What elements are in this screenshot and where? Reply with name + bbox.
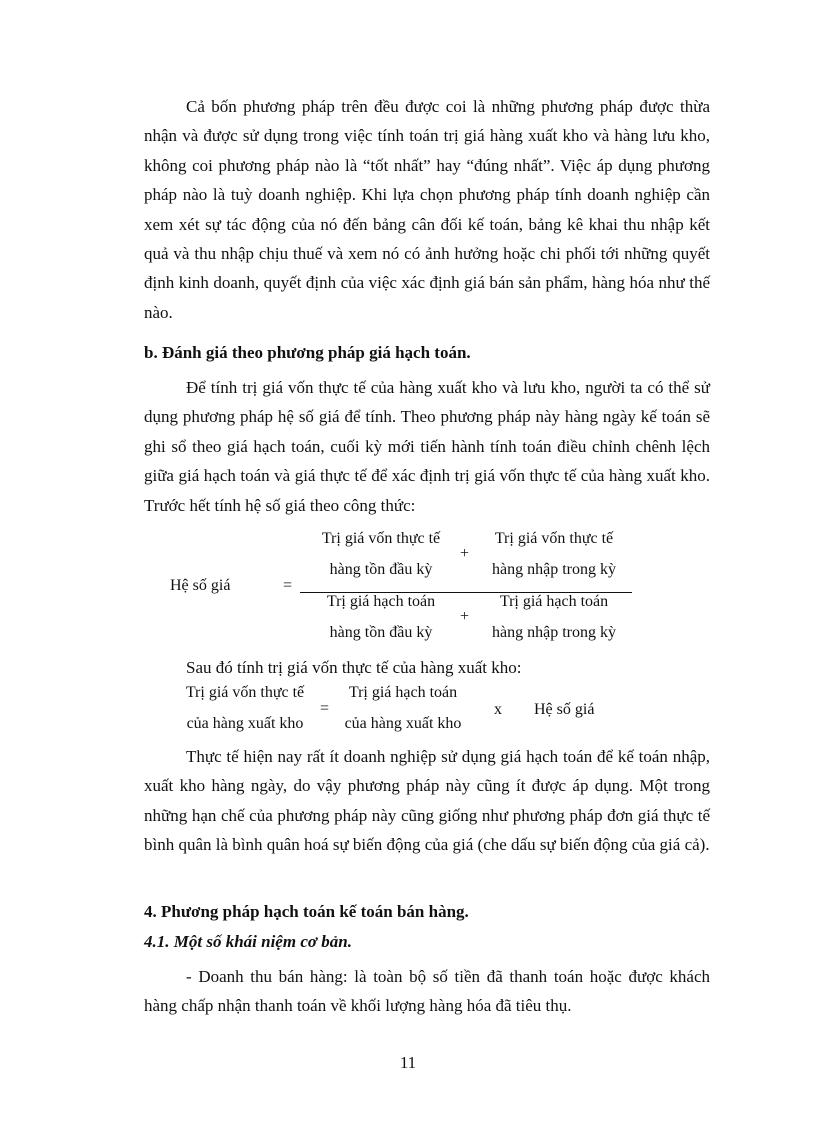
formula1-lhs: Hệ số giá: [170, 577, 231, 594]
formula1-den-plus: +: [460, 608, 470, 625]
section-heading-4: 4. Phương pháp hạch toán kế toán bán hàng.: [144, 902, 469, 921]
paragraph-then-compute: Sau đó tính trị giá vốn thực tế của hàng xuất kho:: [186, 658, 522, 677]
formula1-equals: =: [283, 577, 293, 594]
paragraph-accounting-price-method: Để tính trị giá vốn thực tế của hàng xuất kho và lưu kho, người ta có thể sử dụng phương pháp hệ số giá để tính. Theo phương pháp này hàng ngày kế toán sẽ ghi sổ theo giá hạch toán, cuối kỳ mới tiến hành tính toán điều chỉnh chênh lệch giữa giá hạch toán và giá thực tế để xác định trị giá vốn thực tế của hàng xuất kho. Trước hết tính hệ số giá theo công thức:: [144, 378, 710, 515]
section-heading-4-1: 4.1. Một số khái niệm cơ bản.: [144, 932, 352, 951]
formula1-den-term2-line1: Trị giá hạch toán: [499, 593, 609, 610]
formula1-num-plus: +: [460, 545, 470, 562]
formula2-lhs-line2: của hàng xuất kho: [186, 715, 304, 732]
formula2-lhs-line1: Trị giá vốn thực tế: [185, 684, 305, 701]
section-heading-b: b. Đánh giá theo phương pháp giá hạch toán.: [144, 343, 471, 362]
formula1-den-term2-line2: hàng nhập trong kỳ: [492, 624, 616, 641]
page-number: 11: [399, 1053, 417, 1072]
formula2-times: x: [494, 701, 502, 718]
formula1-den-term1-line1: Trị giá hạch toán: [326, 593, 436, 610]
formula1-num-term1-line2: hàng tồn đầu kỳ: [329, 561, 433, 578]
formula1-num-term1-line1: Trị giá vốn thực tế: [321, 530, 441, 547]
paragraph-limitations: Thực tế hiện nay rất ít doanh nghiệp sử dụng giá hạch toán để kế toán nhập, xuất kho hàng ngày, do vậy phương pháp này cũng ít được áp dụng. Một trong những hạn chế của phương pháp này cũng giống như phương pháp đơn giá thực tế bình quân là bình quân hoá sự biến động của giá (che dấu sự biến động của giá cả).: [144, 747, 710, 855]
formula2-rhs-line2: của hàng xuất kho: [344, 715, 462, 732]
formula2-rhs-line1: Trị giá hạch toán: [348, 684, 458, 701]
formula2-equals: =: [320, 700, 330, 717]
paragraph-methods-summary: Cả bốn phương pháp trên đều được coi là những phương pháp được thừa nhận và được sử dụng trong việc tính toán trị giá hàng xuất kho và hàng lưu kho, không coi phương pháp nào là “tốt nhất” hay “đúng nhất”. Việc áp dụng phương pháp nào là tuỳ doanh nghiệp. Khi lựa chọn phương pháp tính doanh nghiệp cần xem xét sự tác động của nó đến bảng cân đối kế toán, bảng kê khai thu nhập kết quả và thu nhập chịu thuế và xem nó có ảnh hưởng hoặc chi phối tới những quyết định kinh doanh, quyết định của việc xác định giá bán sản phẩm, hàng hóa như thế nào.: [144, 97, 710, 322]
formula2-coefficient: Hệ số giá: [534, 701, 595, 718]
formula1-den-term1-line2: hàng tồn đầu kỳ: [329, 624, 433, 641]
paragraph-revenue-definition: - Doanh thu bán hàng: là toàn bộ số tiền đã thanh toán hoặc được khách hàng chấp nhận thanh toán về khối lượng hàng hóa đã tiêu thụ.: [144, 967, 710, 1016]
formula1-num-term2-line2: hàng nhập trong kỳ: [492, 561, 616, 578]
formula1-num-term2-line1: Trị giá vốn thực tế: [494, 530, 614, 547]
